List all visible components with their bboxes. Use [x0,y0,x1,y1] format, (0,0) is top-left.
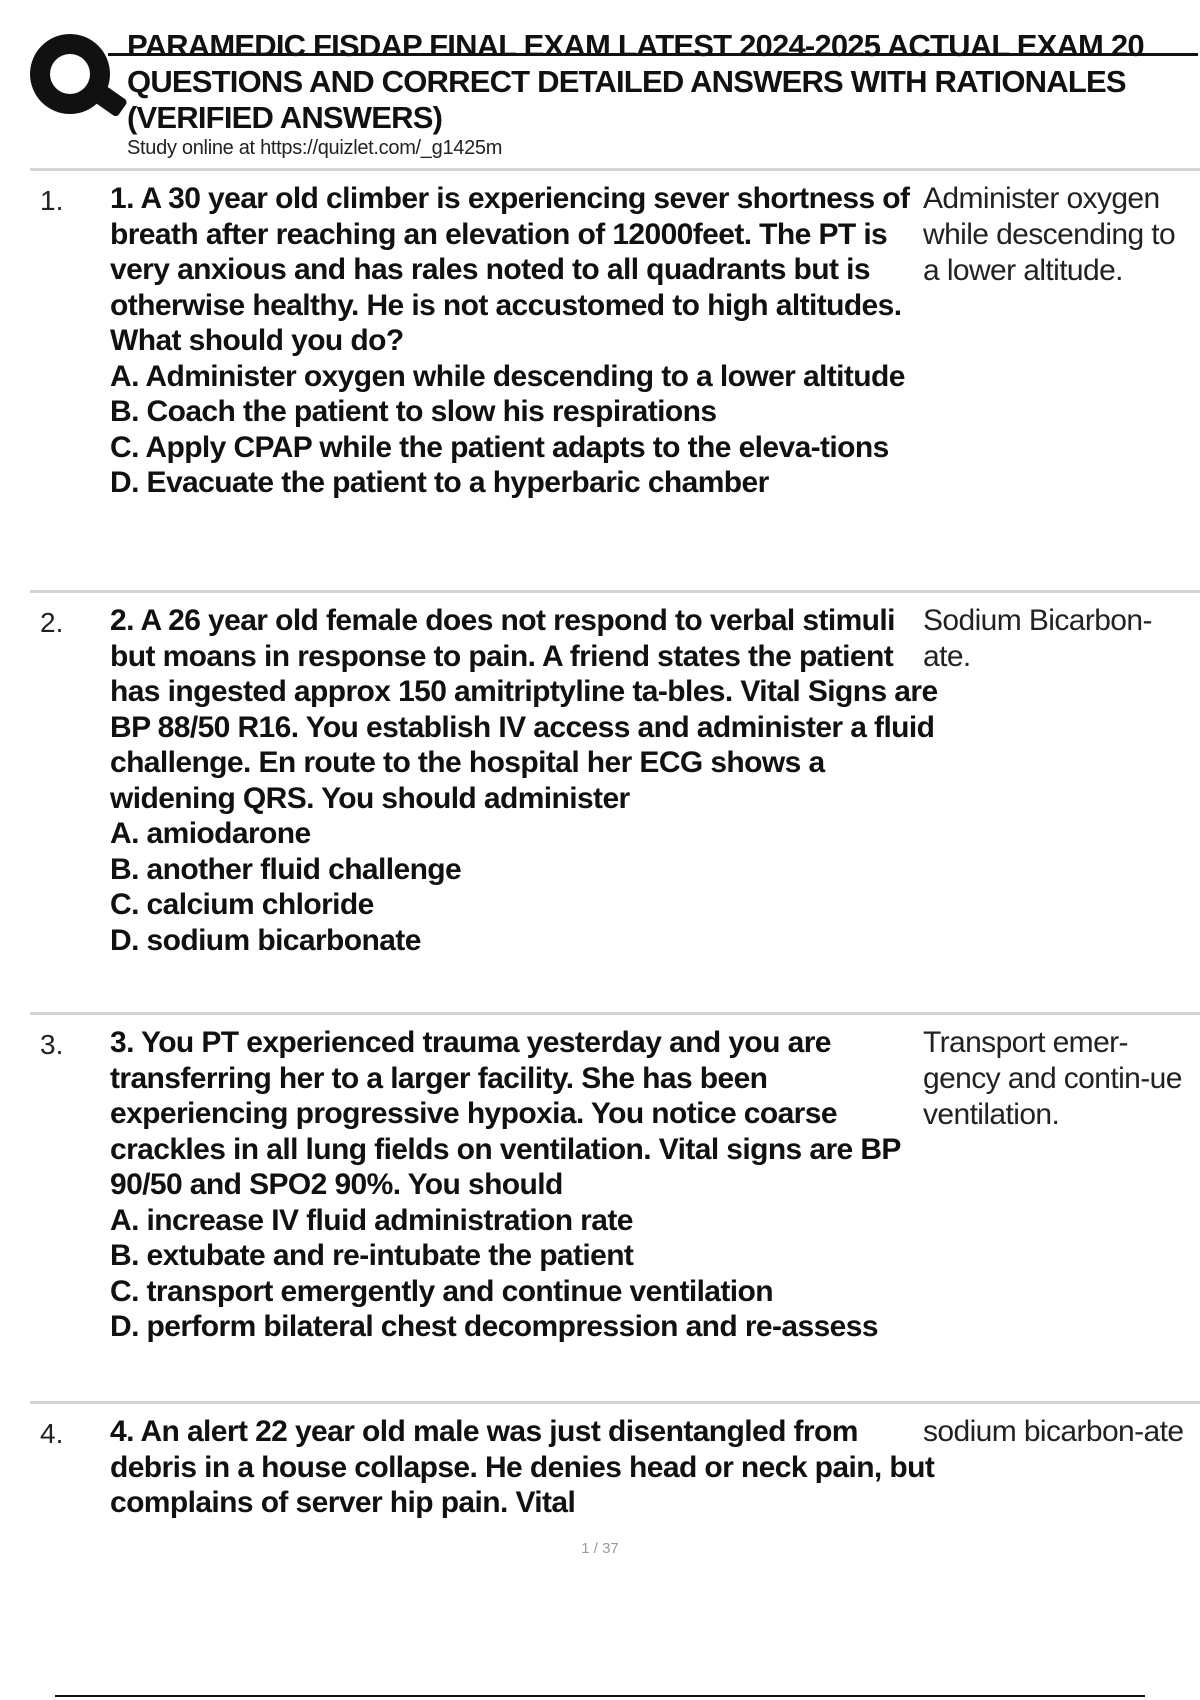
page-indicator: 1 / 37 [581,1540,619,1557]
option-b: B. Coach the patient to slow his respirations [110,395,717,428]
question-text-block [110,1414,940,1521]
option-b: B. another fluid challenge [110,852,462,886]
question-text-block [110,603,940,958]
answer-text: Sodium Bicarbon-ate. [923,604,1152,673]
option-c: C. transport emergently and continue ventilation [110,1274,773,1308]
option-d: D. sodium bicarbonate [110,923,421,957]
answer-text: Transport emer-gency and contin-ue ventilation. [923,1026,1182,1131]
answer-text: Administer oxygen while descending to a lower altitude. [923,182,1176,287]
option-b: B. extubate and re-intubate the patient [110,1239,634,1272]
option-c: C. calcium chloride [110,888,374,921]
option-c: C. Apply CPAP while the patient adapts to the eleva-tions [110,430,889,464]
question-row [30,1401,1200,1529]
option-a: A. increase IV fluid administration rate [110,1203,633,1237]
question-number: 1. [40,185,64,216]
question-row [30,1012,1200,1403]
question-row [30,168,1200,591]
question-row [30,590,1200,1013]
document-header [30,28,1200,168]
footer-rule [55,1695,1145,1697]
option-d: D. perform bilateral chest decompression and re-assess [110,1310,878,1343]
question-text-block [110,1025,940,1345]
question-stem: 3. You PT experienced trauma yesterday and you are transferring her to a larger facility. She has been experiencing progressive hypoxia. You notice coarse crackles in all lung fields on ventilation. Vital signs are BP 90/50 and SPO2 90%. You should [110,1026,901,1201]
quizlet-logo-icon [30,34,110,114]
question-stem: 4. An alert 22 year old male was just disentangled from debris in a house collapse. He denies head or neck pain, but complains of server hip pain. Vital [110,1415,935,1519]
question-stem: 2. A 26 year old female does not respond to verbal stimuli but moans in response to pain. A friend states the patient has ingested approx 150 amitriptyline ta-bles. Vital Signs are BP 88/50 R16. You establish IV access and administer a fluid challenge. En route to the hospital her ECG shows a widening QRS. You should administer [110,604,938,815]
option-a: A. Administer oxygen while descending to a lower altitude [110,359,905,393]
question-number: 4. [40,1418,64,1449]
question-number: 2. [40,607,64,638]
question-number: 3. [40,1029,64,1060]
option-d: D. Evacuate the patient to a hyperbaric chamber [110,466,769,499]
option-a: A. amiodarone [110,817,311,850]
document-title: PARAMEDIC FISDAP FINAL EXAM LATEST 2024-2025 ACTUAL EXAM 20 QUESTIONS AND CORRECT DETAILED ANSWERS WITH RATIONALES (VERIFIED ANSWERS) [127,28,1144,135]
study-link-text: Study online at https://quizlet.com/_g1425m [127,137,503,159]
answer-text: sodium bicarbon-ate [923,1415,1184,1448]
question-stem: 1. A 30 year old climber is experiencing sever shortness of breath after reaching an elevation of 12000feet. The PT is very anxious and has rales noted to all quadrants but is otherwise healthy. He is not accustomed to high altitudes. What should you do? [110,182,910,357]
question-text-block [110,181,940,501]
